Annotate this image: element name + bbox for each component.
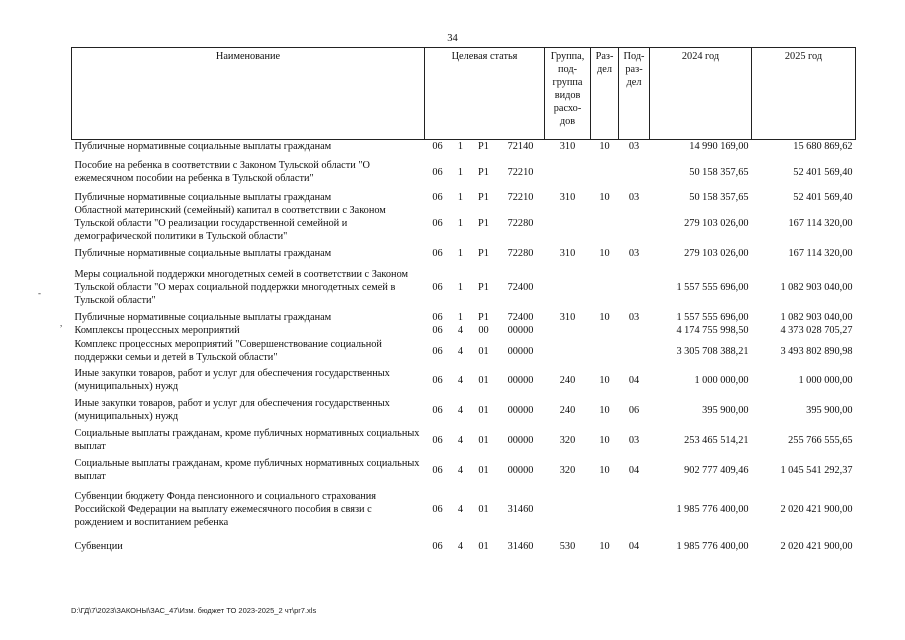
row-name: Публичные нормативные социальные выплаты гражданам — [74, 141, 332, 152]
target-subprogram: 4 — [457, 540, 464, 552]
table-row — [72, 534, 856, 558]
amount-2025: 2 020 421 900,00 — [780, 540, 853, 552]
target-code: 00000 — [507, 404, 534, 416]
amount-2025: 15 680 869,62 — [793, 141, 853, 152]
subsection: 03 — [628, 141, 640, 152]
amount-2025: 1 045 541 292,37 — [780, 464, 853, 476]
section: 10 — [599, 464, 610, 476]
expense-group: 320 — [559, 464, 576, 476]
header-2024: 2024 год — [650, 48, 752, 140]
amount-2025: 2 020 421 900,00 — [780, 504, 853, 515]
target-program: 06 — [432, 141, 443, 152]
section: 10 — [599, 247, 610, 259]
amount-2024: 395 900,00 — [702, 404, 749, 416]
target-project: P1 — [478, 166, 489, 178]
amount-2024: 279 103 026,00 — [684, 218, 749, 229]
row-name: Областной материнский (семейный) капитал в соответствии с Законом Тульской области "О реализации государственной семейной и демографической политики в Тульской области" — [74, 205, 386, 242]
amount-2025: 1 082 903 040,00 — [780, 281, 853, 293]
scan-mark: - — [38, 288, 41, 298]
row-name: Социальные выплаты гражданам, кроме публичных нормативных социальных выплат — [74, 428, 420, 452]
section: 10 — [599, 141, 610, 152]
row-name: Меры социальной поддержки многодетных семей в соответствии с Законом Тульской области "О мерах социальной поддержки многодетных семей в Тульской области" — [74, 268, 409, 306]
target-project: 01 — [478, 504, 489, 515]
row-name: Пособие на ребенка в соответствии с Законом Тульской области "О ежемесячном пособии на ребенка в Тульской области" — [74, 160, 370, 184]
target-project: 01 — [478, 434, 489, 446]
target-code: 72140 — [507, 141, 534, 152]
target-program: 06 — [432, 540, 443, 552]
file-path-footer: D:\ГД\7\2023\ЗАКОНЫ\ЗАС_47\Изм. бюджет ТО 2023-2025_2 чт\pr7.xls — [71, 606, 317, 615]
table-row — [72, 140, 856, 154]
section: 10 — [599, 540, 610, 552]
section: 10 — [599, 312, 610, 323]
subsection: 06 — [628, 404, 640, 416]
header-group: Группа, под- группа видов расхо- дов — [545, 48, 591, 140]
amount-2025: 395 900,00 — [806, 404, 853, 416]
target-subprogram: 4 — [457, 404, 464, 416]
target-project: 01 — [478, 404, 489, 416]
target-subprogram: 4 — [457, 464, 464, 476]
subsection: 04 — [628, 374, 640, 386]
table-row — [72, 204, 856, 243]
section: 10 — [599, 404, 610, 416]
page-number: 34 — [447, 33, 458, 44]
amount-2024: 902 777 409,46 — [684, 464, 749, 476]
expense-group: 530 — [559, 540, 576, 552]
target-subprogram: 4 — [457, 504, 464, 515]
amount-2024: 1 985 776 400,00 — [676, 504, 749, 515]
row-name: Социальные выплаты гражданам, кроме публичных нормативных социальных выплат — [74, 458, 420, 482]
expense-group: 310 — [559, 312, 576, 323]
target-program: 06 — [432, 345, 443, 357]
section — [591, 324, 619, 337]
target-project: P1 — [478, 192, 489, 203]
row-name: Публичные нормативные социальные выплаты гражданам — [74, 192, 332, 203]
amount-2025: 52 401 569,40 — [793, 166, 853, 178]
target-program: 06 — [432, 218, 443, 229]
scan-mark: , — [60, 318, 63, 328]
table-row — [72, 485, 856, 534]
target-project: P1 — [478, 281, 489, 293]
target-program: 06 — [432, 374, 443, 386]
target-project: P1 — [478, 218, 489, 229]
section — [591, 263, 619, 311]
target-code: 72400 — [507, 281, 534, 293]
header-target-article: Целевая статья — [425, 48, 545, 140]
subsection: 04 — [628, 464, 640, 476]
subsection: 03 — [628, 434, 640, 446]
target-project: 01 — [478, 540, 489, 552]
amount-2024: 4 174 755 998,50 — [676, 325, 749, 336]
target-project: 01 — [478, 374, 489, 386]
target-subprogram: 1 — [457, 281, 464, 293]
row-name: Публичные нормативные социальные выплаты гражданам — [74, 312, 332, 323]
table-row — [72, 337, 856, 365]
expense-group: 240 — [559, 404, 576, 416]
table-row — [72, 311, 856, 324]
section — [591, 153, 619, 191]
target-code: 72280 — [507, 247, 534, 259]
expense-group: 240 — [559, 374, 576, 386]
amount-2024: 1 000 000,00 — [694, 374, 749, 386]
expense-group — [545, 153, 591, 191]
amount-2024: 1 557 555 696,00 — [676, 281, 749, 293]
amount-2025: 3 493 802 890,98 — [780, 345, 853, 357]
table-row — [72, 324, 856, 337]
target-code: 72210 — [507, 192, 534, 203]
target-code: 72280 — [507, 218, 534, 229]
target-program: 06 — [432, 325, 443, 336]
target-code: 72210 — [507, 166, 534, 178]
header-section: Раз- дел — [591, 48, 619, 140]
target-program: 06 — [432, 192, 443, 203]
header-2025: 2025 год — [752, 48, 856, 140]
section — [591, 337, 619, 365]
amount-2025: 52 401 569,40 — [793, 192, 853, 203]
header-subsection: Под- раз- дел — [619, 48, 650, 140]
target-project: P1 — [478, 312, 489, 323]
subsection: 03 — [628, 192, 640, 203]
target-code: 00000 — [507, 434, 534, 446]
target-subprogram: 4 — [457, 345, 464, 357]
row-name: Публичные нормативные социальные выплаты гражданам — [74, 247, 332, 259]
table-row — [72, 395, 856, 425]
target-project: P1 — [478, 247, 489, 259]
target-program: 06 — [432, 434, 443, 446]
expense-group — [545, 324, 591, 337]
target-code: 00000 — [507, 464, 534, 476]
expense-group — [545, 485, 591, 534]
table-header — [72, 48, 856, 140]
subsection — [619, 337, 650, 365]
expense-group — [545, 204, 591, 243]
subsection — [619, 324, 650, 337]
target-subprogram: 1 — [457, 247, 464, 259]
section: 10 — [599, 192, 610, 203]
section: 10 — [599, 434, 610, 446]
amount-2024: 253 465 514,21 — [684, 434, 749, 446]
target-project: P1 — [478, 141, 489, 152]
table-body — [72, 140, 856, 559]
subsection — [619, 153, 650, 191]
target-project: 01 — [478, 464, 489, 476]
row-name: Комплексы процессных мероприятий — [74, 325, 240, 336]
target-subprogram: 1 — [457, 141, 464, 152]
table-row — [72, 455, 856, 485]
row-name: Комплекс процессных мероприятий "Совершенствование социальной поддержки семьи и детей в Тульской области" — [74, 339, 382, 363]
target-code: 31460 — [507, 504, 534, 515]
table-row — [72, 191, 856, 204]
target-program: 06 — [432, 504, 443, 515]
subsection — [619, 485, 650, 534]
amount-2025: 4 373 028 705,27 — [780, 325, 853, 336]
target-subprogram: 1 — [457, 166, 464, 178]
table-row — [72, 243, 856, 263]
amount-2024: 3 305 708 388,21 — [676, 345, 749, 357]
amount-2025: 1 082 903 040,00 — [780, 312, 853, 323]
subsection: 03 — [628, 247, 640, 259]
target-subprogram: 1 — [457, 312, 464, 323]
budget-table — [71, 47, 856, 558]
amount-2025: 167 114 320,00 — [788, 218, 853, 229]
target-program: 06 — [432, 464, 443, 476]
table-row — [72, 153, 856, 191]
expense-group — [545, 263, 591, 311]
target-project: 01 — [478, 345, 489, 357]
target-subprogram: 1 — [457, 192, 464, 203]
table-row — [72, 263, 856, 311]
target-program: 06 — [432, 166, 443, 178]
amount-2024: 279 103 026,00 — [684, 247, 749, 259]
target-code: 00000 — [507, 345, 534, 357]
amount-2024: 1 557 555 696,00 — [676, 312, 749, 323]
target-code: 00000 — [507, 374, 534, 386]
table-row — [72, 425, 856, 455]
amount-2024: 50 158 357,65 — [689, 166, 749, 178]
row-name: Иные закупки товаров, работ и услуг для обеспечения государственных (муниципальных) нужд — [74, 368, 390, 392]
amount-2024: 1 985 776 400,00 — [676, 540, 749, 552]
target-code: 72400 — [507, 312, 534, 323]
section — [591, 485, 619, 534]
amount-2024: 14 990 169,00 — [689, 141, 749, 152]
amount-2025: 167 114 320,00 — [788, 247, 853, 259]
section — [591, 204, 619, 243]
subsection: 04 — [628, 540, 640, 552]
target-project: 00 — [478, 325, 489, 336]
target-subprogram: 4 — [457, 374, 464, 386]
amount-2024: 50 158 357,65 — [689, 192, 749, 203]
row-name: Субвенции бюджету Фонда пенсионного и социального страхования Российской Федерации на выплату ежемесячного пособия в связи с рождением и воспитанием ребенка — [74, 491, 377, 528]
header-name: Наименование — [72, 48, 425, 140]
amount-2025: 1 000 000,00 — [798, 374, 853, 386]
target-program: 06 — [432, 281, 443, 293]
target-subprogram: 1 — [457, 218, 464, 229]
table-row — [72, 365, 856, 395]
expense-group: 310 — [559, 192, 576, 203]
amount-2025: 255 766 555,65 — [788, 434, 853, 446]
subsection — [619, 263, 650, 311]
target-program: 06 — [432, 312, 443, 323]
expense-group: 310 — [559, 141, 576, 152]
expense-group: 320 — [559, 434, 576, 446]
row-name: Субвенции — [74, 540, 123, 552]
target-program: 06 — [432, 404, 443, 416]
target-subprogram: 4 — [457, 434, 464, 446]
subsection: 03 — [628, 312, 640, 323]
expense-group: 310 — [559, 247, 576, 259]
target-code: 00000 — [507, 325, 534, 336]
subsection — [619, 204, 650, 243]
section: 10 — [599, 374, 610, 386]
expense-group — [545, 337, 591, 365]
target-subprogram: 4 — [457, 325, 464, 336]
target-program: 06 — [432, 247, 443, 259]
target-code: 31460 — [507, 540, 534, 552]
row-name: Иные закупки товаров, работ и услуг для обеспечения государственных (муниципальных) нужд — [74, 398, 390, 422]
